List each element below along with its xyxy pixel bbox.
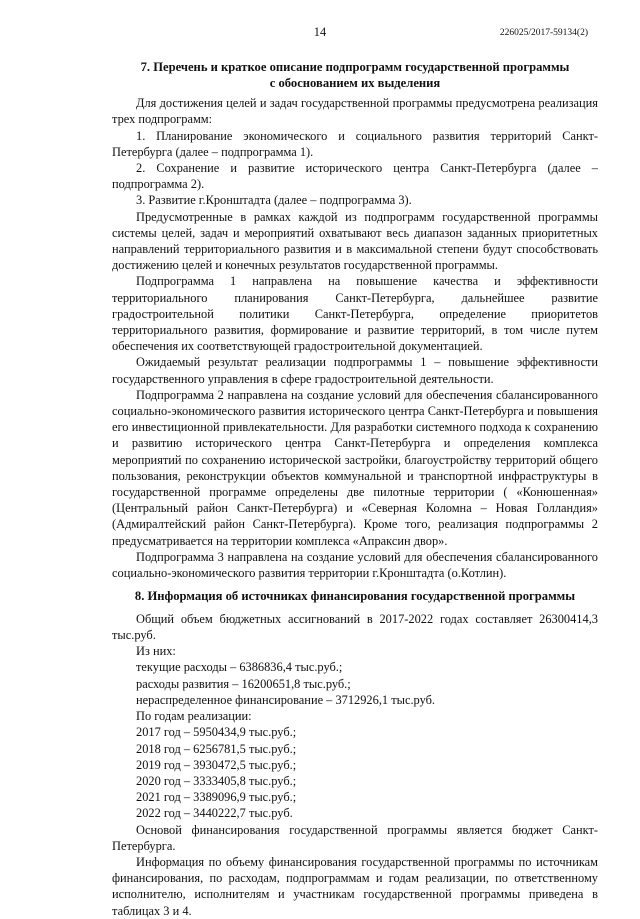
section-7-title-line2: с обоснованием их выделения: [269, 75, 441, 90]
funding-year: 2017 год – 5950434,9 тыс.руб.;: [136, 725, 297, 740]
section-7-title: [112, 60, 598, 91]
section-7-paragraph: Предусмотренные в рамках каждой из подпрограмм государственной программы системы целей, задач и мероприятий охватывают весь диапазон заданных приоритетных направлений территориального развития и в максимальной степени будут способствовать достижению целей и конечных результатов государственной программы.: [112, 209, 598, 273]
section-7-paragraph: Ожидаемый результат реализации подпрограммы 1 – повышение эффективности государственного управления в сфере градостроительной деятельности.: [112, 355, 598, 386]
funding-basis: Основой финансирования государственной программы является бюджет Санкт-Петербурга.: [112, 822, 598, 853]
page-number: 14: [313, 25, 327, 39]
subprogram-2-item: 2. Сохранение и развитие исторического центра Санкт-Петербурга (далее – подпрограмма 2).: [112, 161, 598, 192]
section-7-title-line1: 7. Перечень и краткое описание подпрограмм государственной программы: [140, 60, 570, 74]
section-7-paragraph: Для достижения целей и задач государственной программы предусмотрена реализация трех подпрограмм:: [112, 96, 598, 127]
funding-item: текущие расходы – 6386836,4 тыс.руб.;: [136, 660, 343, 675]
funding-year: 2018 год – 6256781,5 тыс.руб.;: [136, 741, 297, 756]
section-7-paragraph: Подпрограмма 1 направлена на повышение качества и эффективности территориального планирования Санкт-Петербурга, дальнейшее развитие градостроительной политики Санкт-Петербурга, определение приоритетов территориального развития, формирование и развитие территорий, в том числе путем обеспечения их соответствующей градостроительной документацией.: [112, 274, 598, 354]
funding-by-years: По годам реализации:: [136, 709, 252, 724]
funding-item: нераспределенное финансирование – 3712926,1 тыс.руб.: [136, 692, 436, 707]
document-id: 226025/2017-59134(2): [499, 28, 588, 38]
funding-year: 2019 год – 3930472,5 тыс.руб.;: [136, 757, 297, 772]
funding-item: расходы развития – 16200651,8 тыс.руб.;: [136, 676, 351, 691]
funding-year: 2020 год – 3333405,8 тыс.руб.;: [136, 773, 297, 788]
funding-info: Информация по объему финансирования государственной программы по источникам финансирования, по расходам, подпрограммам и годам реализации, по ответственному исполнителю, исполнителям и участникам государственной программы приведена в таблицах 3 и 4.: [112, 854, 598, 918]
section-7-paragraph: Подпрограмма 3 направлена на создание условий для обеспечения сбалансированного социально-экономического развития территории г.Кронштадта (о.Котлин).: [112, 549, 598, 581]
section-7-paragraph: Подпрограмма 2 направлена на создание условий для обеспечения сбалансированного социально-экономического развития исторического центра Санкт-Петербурга и повышения его инвестиционной привлекательности. Для разработки системного подхода к сохранению и развитию исторического центра Санкт-Петербурга и определения комплекса мероприятий по сохранению исторической застройки, благоустройству территорий общего пользования, реконструкции объектов коммунальной и транспортной инфраструктуры в государственной программе определены две пилотные территории ( «Конюшенная» (Центральный район Санкт-Петербурга) и «Северная Коломна – Новая Голландия» (Адмиралтейский район Санкт-Петербурга). Кроме того, реализация подпрограммы 2 предусматривается на территории комплекса «Апраксин двор».: [112, 387, 598, 548]
funding-total: Общий объем бюджетных ассигнований в 2017-2022 годах составляет 26300414,3 тыс.руб.: [112, 611, 598, 643]
section-8-title: 8. Информация об источниках финансирования государственной программы: [134, 589, 576, 604]
funding-year: 2022 год – 3440222,7 тыс.руб.: [136, 806, 293, 821]
subprogram-3-item: 3. Развитие г.Кронштадта (далее – подпрограмма 3).: [136, 193, 412, 208]
funding-year: 2021 год – 3389096,9 тыс.руб.;: [136, 790, 297, 805]
funding-of-them: Из них:: [136, 644, 176, 659]
subprogram-1-item: 1. Планирование экономического и социального развития территорий Санкт-Петербурга (далее – подпрограмма 1).: [112, 128, 598, 159]
page-content: [112, 60, 598, 919]
